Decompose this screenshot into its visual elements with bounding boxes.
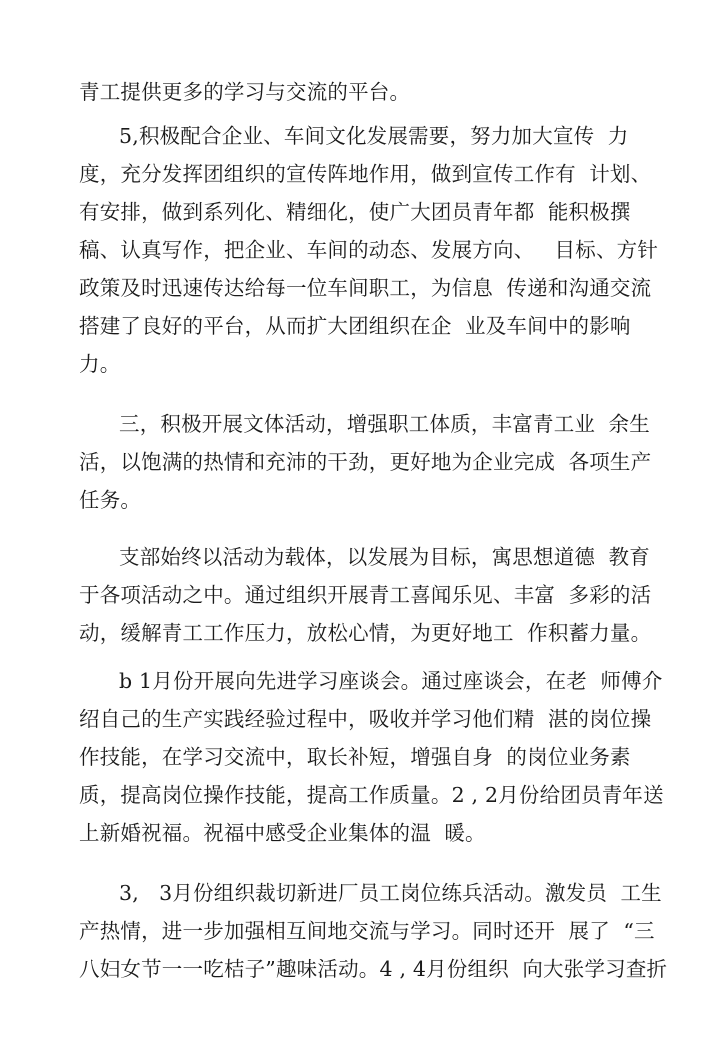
text-line: 动，缓解青工工作压力，放松心情，为更好地工 作积蓄力量。 bbox=[79, 621, 652, 645]
text-line: 稿、认真写作，把企业、车间的动态、发展方向、 目标、方针 bbox=[79, 238, 659, 262]
text-line: 作技能，在学习交流中，取长补短，增强自身 的岗位业务素 bbox=[79, 745, 631, 769]
paragraph-start: 5,积极配合企业、车间文化发展需要，努力加大宣传 力 bbox=[119, 124, 629, 148]
text-line: 活，以饱满的热情和充沛的干劲，更好地为企业完成 各项生产 bbox=[79, 450, 652, 474]
text-line: 度，充分发挥团组织的宣传阵地作用，做到宣传工作有 计划、 bbox=[79, 162, 652, 186]
text-line: 有安排，做到系列化、精细化，使广大团员青年都 能积极撰 bbox=[79, 200, 631, 224]
text-line: 任务。 bbox=[79, 488, 142, 512]
paragraph-start: 3, 3月份组织裁切新进厂员工岗位练兵活动。激发员 工生 bbox=[119, 881, 662, 905]
text-line: 上新婚祝福。祝福中感受企业集体的温 暖。 bbox=[79, 821, 486, 845]
text-line: 质，提高岗位操作技能，提高工作质量。2 , 2月份给团员青年送 bbox=[79, 783, 664, 807]
text-line: 绍自己的生产实践经验过程中，吸收并学习他们精 湛的岗位操 bbox=[79, 707, 652, 731]
paragraph-start: 支部始终以活动为载体，以发展为目标，寓思想道德 教育 bbox=[119, 545, 650, 569]
text-line: 于各项活动之中。通过组织开展青工喜闻乐见、丰富 多彩的活 bbox=[79, 583, 652, 607]
text-line: 青工提供更多的学习与交流的平台。 bbox=[79, 80, 411, 104]
text-line: 产热情，进一步加强相互间地交流与学习。同时还开 展了 “三 bbox=[79, 919, 655, 943]
text-line: 搭建了良好的平台，从而扩大团组织在企 业及车间中的影响 bbox=[79, 314, 631, 338]
paragraph-start: b 1月份开展向先进学习座谈会。通过座谈会，在老 师傅介 bbox=[119, 669, 663, 693]
text-line: 八妇女节一一吃桔子”趣味活动。4 , 4月份组织 向大张学习查折 bbox=[79, 957, 668, 981]
section-heading-three: 三，积极开展文体活动，增强职工体质，丰富青工业 余生 bbox=[119, 412, 650, 436]
text-line: 政策及时迅速传达给每一位车间职工，为信息 传递和沟通交流 bbox=[79, 276, 652, 300]
text-line: 力。 bbox=[79, 352, 121, 376]
